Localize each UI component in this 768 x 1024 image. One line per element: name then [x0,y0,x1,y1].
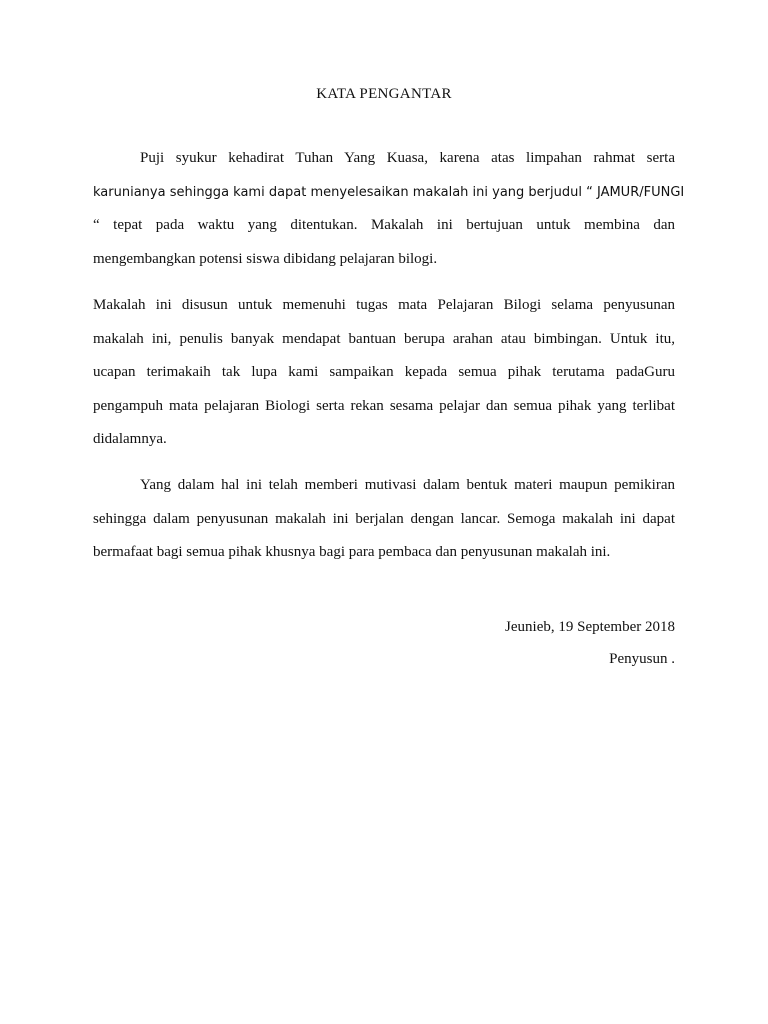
paragraph-2-line-2: makalah ini, penulis banyak mendapat bantuan berupa arahan atau bimbingan. Untuk itu, [93,330,675,347]
paragraph-1-line-1: Puji syukur kehadirat Tuhan Yang Kuasa, karena atas limpahan rahmat serta [140,150,675,166]
place-date: Jeunieb, 19 September 2018 [505,619,675,635]
paragraph-3-line-3: bermafaat bagi semua pihak khusnya bagi para pembaca dan penyusunan makalah ini. [93,544,611,561]
paragraph-1 [93,142,685,276]
paragraph-1-line-2: karunianya sehingga kami dapat menyelesaikan makalah ini yang berjudul “ JAMUR/FUNGI [93,184,685,200]
paragraph-3 [93,469,675,570]
signer: Penyusun . [609,651,675,667]
paragraph-3-line-2: sehingga dalam penyusunan makalah ini berjalan dengan lancar. Semoga makalah ini dapat [93,510,675,527]
paragraph-1-line-3: “ tepat pada waktu yang ditentukan. Makalah ini bertujuan untuk membina dan [93,217,675,234]
paragraph-2-line-3: ucapan terimakaih tak lupa kami sampaikan kepada semua pihak terutama padaGuru [93,364,675,381]
paragraph-1-line-4: mengembangkan potensi siswa dibidang pelajaran bilogi. [93,250,438,267]
paragraph-3-line-1: Yang dalam hal ini telah memberi mutivasi dalam bentuk materi maupun pemikiran [140,477,675,493]
paragraph-2-line-4: pengampuh mata pelajaran Biologi serta rekan sesama pelajar dan semua pihak yang terlibat [93,397,675,414]
document-title: KATA PENGANTAR [316,86,452,102]
paragraph-2 [93,289,675,457]
paragraph-2-line-1: Makalah ini disusun untuk memenuhi tugas mata Pelajaran Bilogi selama penyusunan [93,297,675,313]
paragraph-2-line-5: didalamnya. [93,431,167,448]
